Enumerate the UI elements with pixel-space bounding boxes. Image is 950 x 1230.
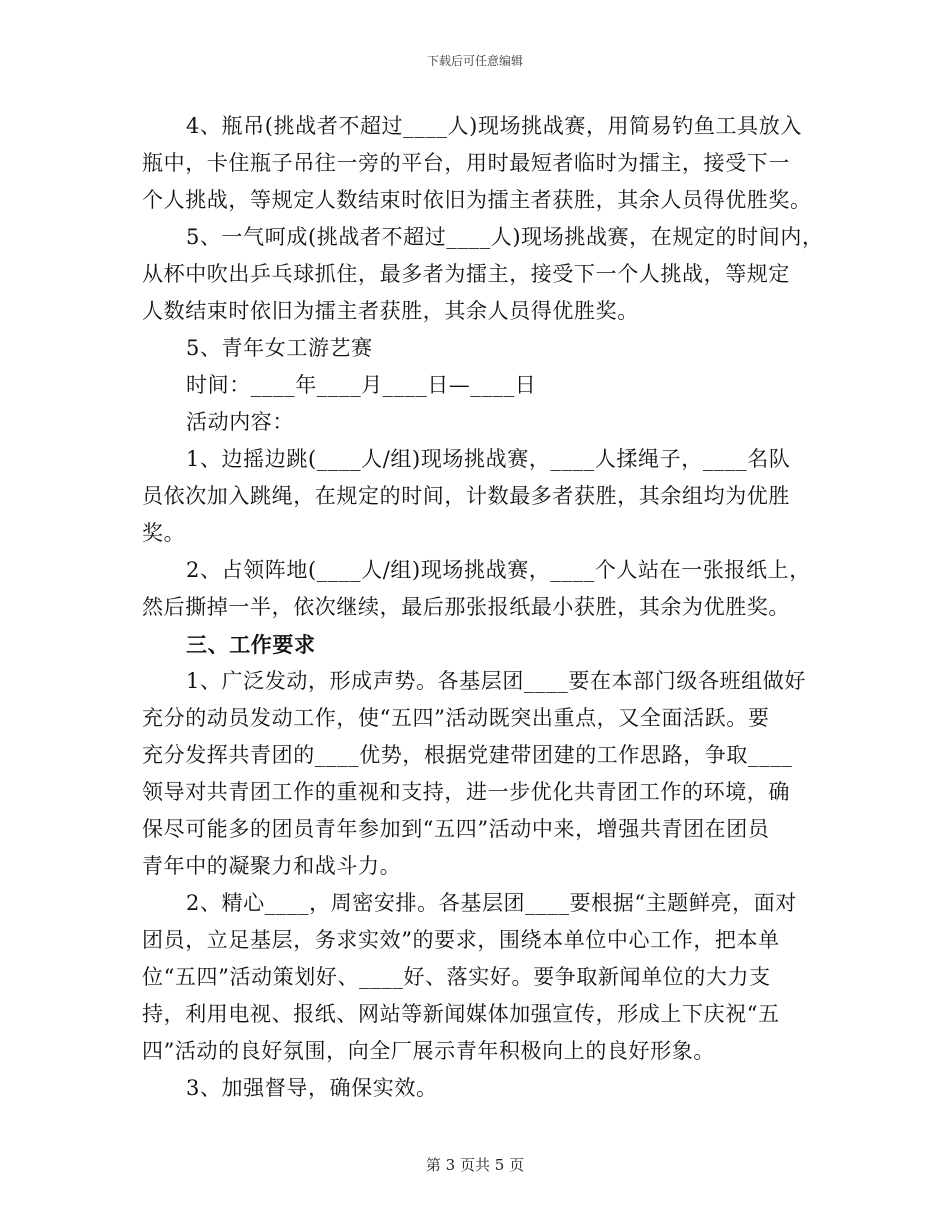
text-line: 时间：____年____月____日—____日	[186, 373, 537, 397]
text-line: 四”活动的良好氛围，向全厂展示青年积极向上的良好形象。	[142, 1039, 715, 1063]
text-line: 瓶中，卡住瓶子吊往一旁的平台，用时最短者临时为擂主，接受下一	[142, 151, 790, 175]
text-line: 员依次加入跳绳，在规定的时间，计数最多者获胜，其余组均为优胜	[142, 484, 790, 508]
text-line: 2、占领阵地(____人/组)现场挑战赛，____个人站在一张报纸上，	[186, 558, 811, 582]
text-line: 1、广泛发动，形成声势。各基层团____要在本部门级各班组做好	[186, 669, 806, 693]
text-line: 从杯中吹出乒乓球抓住，最多者为擂主，接受下一个人挑战，等规定	[142, 262, 790, 286]
text-line: 充分发挥共青团的____优势，根据党建带团建的工作思路，争取____	[142, 743, 793, 767]
text-line: 1、边摇边跳(____人/组)现场挑战赛，____人揉绳子，____名队	[186, 447, 791, 471]
text-line: 5、一气呵成(挑战者不超过____人)现场挑战赛，在规定的时间内，	[186, 225, 824, 249]
document-body	[142, 108, 824, 1107]
text-line: 团员，立足基层，务求实效”的要求，围绕本单位中心工作，把本单	[142, 928, 780, 952]
text-line: 位“五四”活动策划好、____好、落实好。要争取新闻单位的大力支	[142, 965, 771, 989]
page-footer: 第 3 页共 5 页	[425, 1156, 525, 1174]
page-header: 下载后可任意编辑	[426, 54, 523, 68]
text-line: 活动内容：	[186, 410, 294, 434]
text-line: 持，利用电视、报纸、网站等新闻媒体加强宣传，形成上下庆祝“五	[142, 1002, 780, 1026]
text-line: 奖。	[142, 521, 186, 545]
text-line: 保尽可能多的团员青年参加到“五四”活动中来，增强共青团在团员	[142, 817, 770, 841]
text-line: 个人挑战，等规定人数结束时依旧为擂主者获胜，其余人员得优胜奖。	[142, 188, 812, 212]
text-line: 领导对共青团工作的重视和支持，进一步优化共青团工作的环境，确	[142, 780, 790, 804]
text-line: 青年中的凝聚力和战斗力。	[142, 854, 402, 878]
text-line: 4、瓶吊(挑战者不超过____人)现场挑战赛，用简易钓鱼工具放入	[186, 114, 802, 138]
text-line: 人数结束时依旧为擂主者获胜，其余人员得优胜奖。	[142, 299, 639, 323]
section-heading: 三、工作要求	[186, 632, 316, 657]
text-line: 5、青年女工游艺赛	[186, 336, 373, 360]
text-line: 然后撕掉一半，依次继续，最后那张报纸最小获胜，其余为优胜奖。	[142, 595, 790, 619]
text-line: 2、精心____，周密安排。各基层团____要根据“主题鲜亮，面对	[186, 891, 797, 915]
text-line: 3、加强督导，确保实效。	[186, 1076, 438, 1100]
text-line: 充分的动员发动工作，使“五四”活动既突出重点，又全面活跃。要	[142, 706, 770, 730]
